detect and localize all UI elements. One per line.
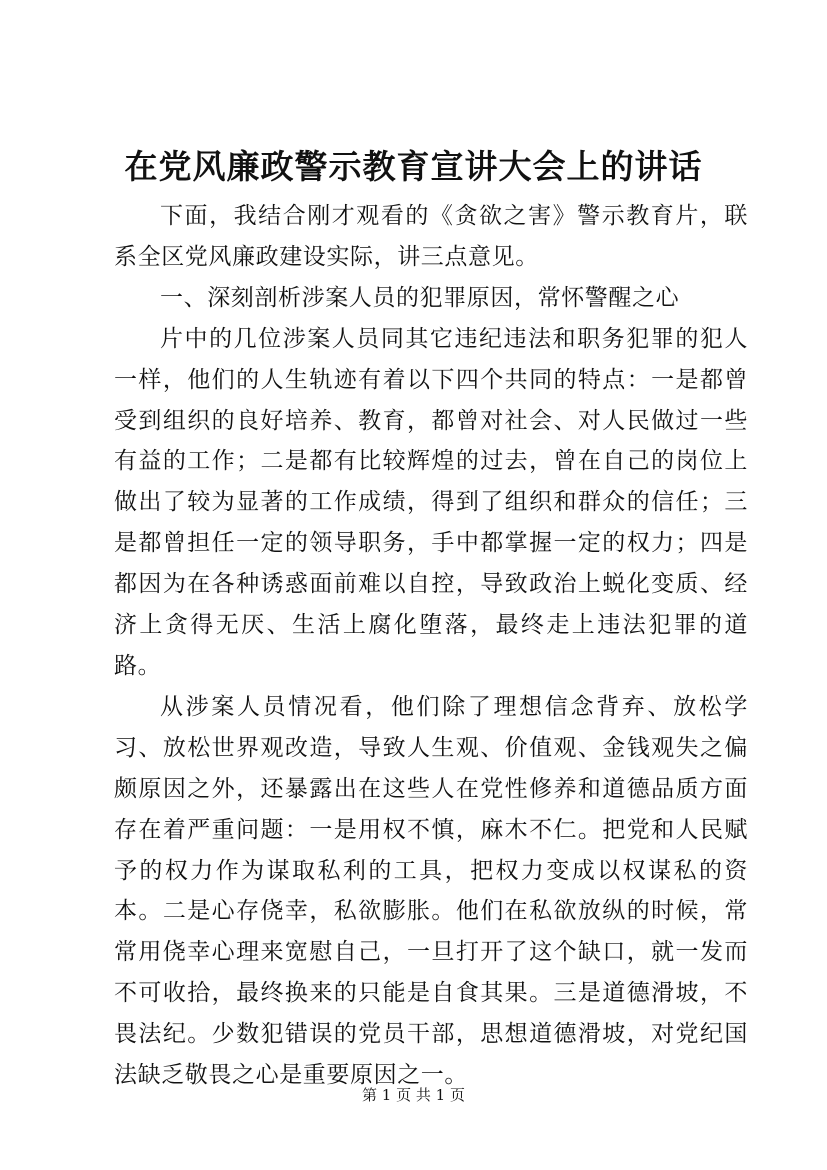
paragraph-problems: 从涉案人员情况看，他们除了理想信念背弃、放松学习、放松世界观改造，导致人生观、价值观、金钱观失之偏颇原因之外，还暴露出在这些人在党性修养和道德品质方面存在着严重问题：一是用权不慎，麻木不仁。把党和人民赋予的权力作为谋取私利的工具，把权力变成以权谋私的资本。二是心存侥幸，私欲膨胀。他们在私欲放纵的时候，常常用侥幸心理来宽慰自己，一旦打开了这个缺口，就一发而不可收拾，最终换来的只能是自食其果。三是道德滑坡，不畏法纪。少数犯错误的党员干部，思想道德滑坡，对党纪国法缺乏敬畏之心是重要原因之一。 (114, 693, 748, 1089)
section-heading-1: 一、深刻剖析涉案人员的犯罪原因，常怀警醒之心 (160, 284, 680, 311)
document-body (114, 196, 748, 1096)
paragraph-characteristics: 片中的几位涉案人员同其它违纪违法和职务犯罪的犯人一样，他们的人生轨迹有着以下四个共同的特点：一是都曾受到组织的良好培养、教育，都曾对社会、对人民做过一些有益的工作；二是都有比较辉煌的过去，曾在自己的岗位上做出了较为显著的工作成绩，得到了组织和群众的信任；三是都曾担任一定的领导职务，手中都掌握一定的权力；四是都因为在各种诱惑面前难以自控，导致政治上蜕化变质、经济上贪得无厌、生活上腐化堕落，最终走上违法犯罪的道路。 (114, 325, 748, 679)
paragraph-intro: 下面，我结合刚才观看的《贪欲之害》警示教育片，联系全区党风廉政建设实际，讲三点意见。 (114, 203, 748, 270)
page-title: 在党风廉政警示教育宣讲大会上的讲话 (124, 147, 703, 186)
page-footer: 第 1 页 共 1 页 (362, 1086, 465, 1104)
